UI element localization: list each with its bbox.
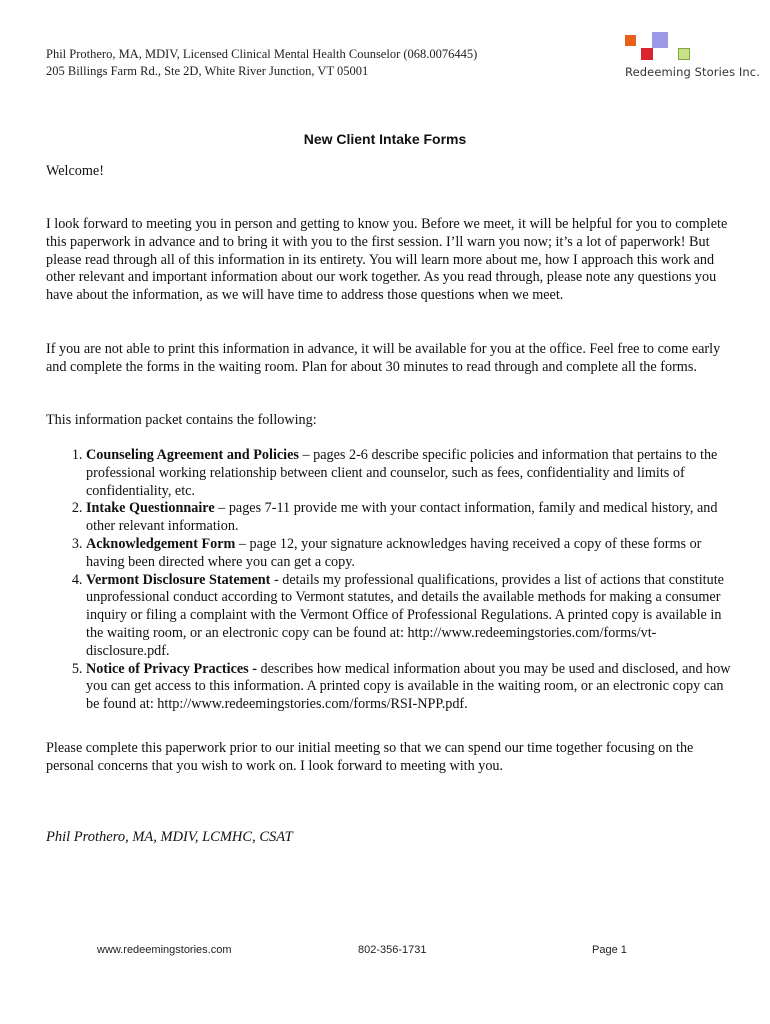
item-description: pages 2-6 describe specific policies and information that pertains to the professional working relationship between client and counselor, such as fees, confidentiality and limits of confidentiality, etc. [86, 447, 718, 499]
list-item [86, 500, 736, 536]
signature: Phil Prothero, MA, MDIV, LCMHC, CSAT [46, 829, 293, 845]
footer-page-number: Page 1 [592, 944, 627, 956]
item-description: describes how medical information about you may be used and disclosed, and how you can get access to this information. A printed copy is available in the waiting room, or an electronic copy can be found at: http://www.redeemingstories.com/forms/RSI-NPP.pdf. [86, 660, 731, 713]
item-separator: – [298, 447, 314, 463]
document-title: New Client Intake Forms [303, 131, 467, 147]
letterhead-credentials: Phil Prothero, MA, MDIV, Licensed Clinical Mental Health Counselor (068.0076445) [46, 47, 478, 61]
logo-square-red [641, 48, 653, 60]
item-separator: - [270, 571, 283, 588]
footer-phone: 802-356-1731 [358, 944, 427, 956]
item-title: Notice of Privacy Practices - [86, 660, 257, 677]
logo-square-orange [625, 35, 636, 46]
item-description: pages 7-11 provide me with your contact information, family and medical history, and other relevant information. [86, 500, 718, 535]
list-item [86, 536, 736, 572]
company-logo [623, 31, 763, 86]
logo-text: Redeeming Stories Inc. [625, 65, 760, 79]
item-separator: – [235, 535, 250, 552]
list-item [86, 661, 736, 714]
item-title: Intake Questionnaire [86, 500, 215, 517]
intro-paragraph: I look forward to meeting you in person and getting to know you. Before we meet, it will be helpful for you to complete this paperwork in advance and to bring it with you to the first session. I’ll warn you now; it’s a lot of paperwork! But please read through all of this information in its entirety. You will learn more about me, how I approach this work and other relevant and important information about our work together. As you read through, please note any questions you have about the information, as we will have time to address those questions when we meet. [46, 216, 728, 304]
item-description: details my professional qualifications, provides a list of actions that constitute unprofessional conduct according to Vermont statutes, and details the available methods for making a consumer inquiry or filing a complaint with the Vermont Office of Professional Regulations. A printed copy is available in the waiting room, or an electronic copy can be found at: http://www.redeemingstories.com/forms/vt-disclosure.pdf. [86, 571, 724, 659]
footer-website[interactable]: www.redeemingstories.com [97, 944, 232, 956]
welcome-greeting: Welcome! [46, 163, 104, 179]
closing-paragraph: Please complete this paperwork prior to our initial meeting so that we can spend our time together focusing on the personal concerns that you wish to work on. I look forward to meeting with you. [46, 740, 694, 774]
packet-contents-list [46, 447, 736, 714]
letterhead [46, 46, 477, 80]
letterhead-address: 205 Billings Farm Rd., Ste 2D, White River Junction, VT 05001 [46, 64, 369, 78]
item-title: Counseling Agreement and Policies [86, 447, 299, 463]
list-item [86, 447, 736, 500]
logo-square-purple [652, 32, 668, 48]
item-title: Vermont Disclosure Statement [86, 571, 271, 588]
item-title: Acknowledgement Form [86, 535, 236, 552]
printing-paragraph: If you are not able to print this information in advance, it will be available for you at the office. Feel free to come early and complete the forms in the waiting room. Plan for about 30 minutes to read through and complete all the forms. [46, 341, 721, 375]
logo-square-green [678, 48, 690, 60]
item-description: page 12, your signature acknowledges having received a copy of these forms or having been directed where you can get a copy. [86, 535, 702, 570]
item-separator: – [214, 500, 229, 517]
list-item [86, 572, 736, 661]
packet-intro: This information packet contains the following: [46, 412, 317, 428]
